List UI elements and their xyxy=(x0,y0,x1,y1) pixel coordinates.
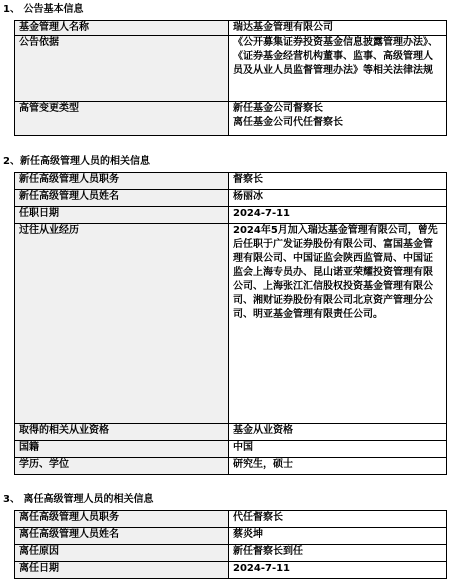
change-type-line-2: 离任基金公司代任督察长 xyxy=(233,117,343,128)
table-row xyxy=(15,102,447,136)
table-row xyxy=(15,207,447,224)
fund-manager-name-label: 基金管理人名称 xyxy=(15,21,229,36)
table-row xyxy=(15,190,447,207)
education-label: 学历、学位 xyxy=(15,458,229,475)
new-position-label: 新任高级管理人员职务 xyxy=(15,173,229,190)
departure-date-value: 2024-7-11 xyxy=(229,562,447,579)
departing-name-value: 蔡炎坤 xyxy=(229,528,447,545)
departure-date-label: 离任日期 xyxy=(15,562,229,579)
qualification-label: 取得的相关从业资格 xyxy=(15,424,229,441)
table-row xyxy=(15,224,447,424)
change-type-value xyxy=(229,102,447,136)
departing-manager-table xyxy=(14,510,447,579)
table-row xyxy=(15,528,447,545)
new-name-label: 新任高级管理人员姓名 xyxy=(15,190,229,207)
table-row xyxy=(15,545,447,562)
new-position-value: 督察长 xyxy=(229,173,447,190)
table-row xyxy=(15,511,447,528)
basis-label: 公告依据 xyxy=(15,36,229,102)
departing-position-label: 离任高级管理人员职务 xyxy=(15,511,229,528)
career-label: 过往从业经历 xyxy=(15,224,229,424)
nationality-label: 国籍 xyxy=(15,441,229,458)
change-type-label: 高管变更类型 xyxy=(15,102,229,136)
basic-info-table xyxy=(14,20,447,136)
career-value: 2024年5月加入瑞达基金管理有限公司，曾先后任职于广发证券股份有限公司、富国基金管理有限公司、中国证监会陕西监管局、中国证监会上海专员办、昆山诺亚荣耀投资管理有限公司、上海张江汇信股权投资基金管理有限公司、湘财证券股份有限公司北京资产管理分公司、明亚基金管理有限责任公司。 xyxy=(229,224,447,424)
table-row xyxy=(15,424,447,441)
appointment-date-label: 任职日期 xyxy=(15,207,229,224)
qualification-value: 基金从业资格 xyxy=(229,424,447,441)
change-type-line-1: 新任基金公司督察长 xyxy=(233,103,323,114)
departure-reason-label: 离任原因 xyxy=(15,545,229,562)
section1-title: 1、 公告基本信息 xyxy=(3,4,84,15)
education-value: 研究生，硕士 xyxy=(229,458,447,475)
table-row xyxy=(15,173,447,190)
departing-position-value: 代任督察长 xyxy=(229,511,447,528)
departure-reason-value: 新任督察长到任 xyxy=(229,545,447,562)
nationality-value: 中国 xyxy=(229,441,447,458)
new-manager-table xyxy=(14,172,447,475)
table-row xyxy=(15,458,447,475)
basis-value: 《公开募集证券投资基金信息披露管理办法》、《证券基金经营机构董事、监事、高级管理人员及从业人员监督管理办法》等相关法律法规 xyxy=(229,36,447,102)
table-row xyxy=(15,21,447,36)
departing-name-label: 离任高级管理人员姓名 xyxy=(15,528,229,545)
fund-manager-name-value: 瑞达基金管理有限公司 xyxy=(229,21,447,36)
table-row xyxy=(15,441,447,458)
new-name-value: 杨丽冰 xyxy=(229,190,447,207)
table-row xyxy=(15,36,447,102)
appointment-date-value: 2024-7-11 xyxy=(229,207,447,224)
table-row xyxy=(15,562,447,579)
section2-title: 2、新任高级管理人员的相关信息 xyxy=(3,156,150,167)
section3-title: 3、 离任高级管理人员的相关信息 xyxy=(3,494,154,505)
